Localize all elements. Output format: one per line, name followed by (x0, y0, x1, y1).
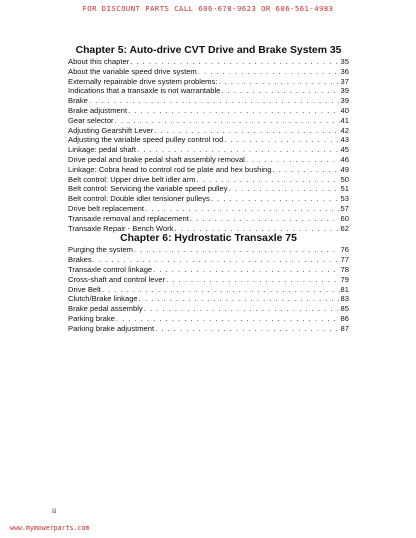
toc-entry[interactable] (68, 116, 349, 126)
dot-leader (198, 67, 340, 77)
dot-leader (102, 285, 340, 295)
toc-entry-page: 57 (340, 203, 349, 213)
page-number: ii (52, 506, 57, 515)
toc-entry[interactable] (68, 175, 349, 185)
toc-entry-title: Drive pedal and brake pedal shaft assembly removal (68, 154, 245, 164)
toc-entry-page: 43 (340, 135, 349, 145)
chapter-6-heading: Chapter 6: Hydrostatic Transaxle 75 (120, 233, 297, 245)
dot-leader (211, 194, 340, 204)
toc-entry-title: Transaxle removal and replacement (68, 213, 189, 223)
toc-entry-title: Drive belt replacement (68, 203, 144, 213)
toc-entry-page: 87 (340, 323, 349, 333)
toc-entry[interactable] (68, 184, 349, 194)
toc-entry[interactable] (68, 275, 349, 285)
toc-entry[interactable] (68, 57, 349, 67)
toc-entry-title: Adjusting Gearshift Lever (68, 125, 154, 135)
toc-entry-page: 39 (340, 86, 349, 96)
dot-leader (134, 245, 340, 255)
toc-entry-title: Transaxle control linkage (68, 264, 153, 274)
toc-entry-title: Transaxle Repair - Bench Work (68, 223, 174, 233)
toc-entry-title: Linkage: Cobra head to control rod tie plate and hex bushing (68, 164, 272, 174)
toc-entry-title: Drive Belt (68, 284, 101, 294)
toc-entry-page: 41 (340, 115, 349, 125)
toc-entry[interactable] (68, 165, 349, 175)
toc-entry-title: Linkage: pedal shaft (68, 145, 136, 155)
dot-leader (130, 57, 339, 67)
toc-entry[interactable] (68, 194, 349, 204)
toc-entry-title: Clutch/Brake linkage (68, 294, 138, 304)
dot-leader (155, 324, 339, 334)
toc-entry-page: 51 (340, 184, 349, 194)
toc-entry[interactable] (68, 324, 349, 334)
toc-entry-title: Belt control: Upper drive belt idler arm (68, 174, 196, 184)
toc-entry-page: 37 (340, 76, 349, 86)
toc-entry[interactable] (68, 67, 349, 77)
toc-entry-title: Belt control: Double idler tensioner pulleys (68, 194, 210, 204)
dot-leader (115, 116, 340, 126)
toc-entry[interactable] (68, 245, 349, 255)
discount-parts-banner: FOR DISCOUNT PARTS CALL 606-678-9623 OR 606-561-4983 (82, 4, 334, 13)
toc-entry-page: 45 (340, 145, 349, 155)
toc-entry-title: Brake (68, 96, 88, 106)
toc-entry[interactable] (68, 96, 349, 106)
toc-entry-page: 49 (340, 164, 349, 174)
toc-entry-page: 76 (340, 245, 349, 255)
dot-leader (218, 77, 339, 87)
dot-leader (153, 265, 339, 275)
toc-entry-page: 35 (340, 57, 349, 66)
toc-entry[interactable] (68, 135, 349, 145)
dot-leader (175, 224, 340, 234)
toc-entry-page: 83 (340, 294, 349, 304)
toc-entry[interactable] (68, 265, 349, 275)
toc-entry-page: 40 (340, 105, 349, 115)
toc-entry-title: Brakes (68, 255, 92, 265)
toc-entry-page: 81 (340, 284, 349, 294)
toc-entry-page: 39 (340, 96, 349, 106)
toc-entry-page: 53 (340, 194, 349, 204)
toc-entry-title: Adjusting the variable speed pulley control rod (68, 135, 224, 145)
website-footer[interactable]: www.mymowerparts.com (10, 524, 90, 532)
toc-entry-page: 36 (340, 66, 349, 76)
toc-entry[interactable] (68, 255, 349, 265)
toc-entry[interactable] (68, 106, 349, 116)
dot-leader (221, 86, 339, 96)
dot-leader (137, 145, 340, 155)
toc-entry[interactable] (68, 86, 349, 96)
dot-leader (196, 175, 339, 185)
toc-entry-page: 50 (340, 174, 349, 184)
toc-entry[interactable] (68, 155, 349, 165)
toc-entry[interactable] (68, 294, 349, 304)
dot-leader (166, 275, 339, 285)
toc-entry-title: Brake pedal assembly (68, 304, 143, 314)
dot-leader (246, 155, 340, 165)
toc-entry-page: 77 (340, 255, 349, 265)
dot-leader (145, 204, 340, 214)
toc-entry-page: 46 (340, 154, 349, 164)
toc-entry[interactable] (68, 77, 349, 87)
toc-entry-page: 42 (340, 125, 349, 135)
toc-entry[interactable] (68, 214, 349, 224)
toc-entry-page: 85 (340, 304, 349, 314)
toc-entry-page: 86 (340, 313, 349, 323)
dot-leader (190, 214, 340, 224)
dot-leader (229, 184, 340, 194)
toc-entry-title: Gear selector (68, 115, 114, 125)
dot-leader (116, 314, 340, 324)
toc-entry-page: 79 (340, 274, 349, 284)
dot-leader (224, 135, 339, 145)
toc-entry-title: Parking brake adjustment (68, 323, 155, 333)
toc-entry-title: Purging the system (68, 245, 133, 255)
dot-leader (139, 294, 340, 304)
dot-leader (93, 255, 340, 265)
chapter-5-entries (68, 57, 349, 233)
toc-entry[interactable] (68, 285, 349, 295)
toc-entry-page: 62 (340, 223, 349, 233)
chapter-6-entries (68, 245, 349, 333)
dot-leader (273, 165, 340, 175)
toc-entry[interactable] (68, 145, 349, 155)
dot-leader (128, 106, 339, 116)
toc-entry-title: Belt control: Servicing the variable speed pulley (68, 184, 228, 194)
toc-entry-page: 78 (340, 264, 349, 274)
dot-leader (89, 96, 340, 106)
toc-entry[interactable] (68, 126, 349, 136)
dot-leader (154, 126, 339, 136)
toc-entry-title: Brake adjustment (68, 105, 128, 115)
toc-entry[interactable] (68, 204, 349, 214)
table-of-contents (68, 45, 349, 334)
toc-entry-title: Parking brake (68, 313, 115, 323)
toc-entry-title: About this chapter (68, 57, 130, 66)
toc-entry-title: Externally repairable drive system problems: (68, 76, 218, 86)
toc-entry-title: About the variable speed drive system (68, 66, 197, 76)
chapter-5-heading: Chapter 5: Auto-drive CVT Drive and Brake System 35 (75, 45, 342, 56)
toc-entry-title: Indications that a transaxle is not warrantable (68, 86, 221, 96)
toc-entry[interactable] (68, 304, 349, 314)
dot-leader (144, 304, 340, 314)
toc-entry-title: Cross-shaft and control lever (68, 274, 166, 284)
toc-entry-page: 60 (340, 213, 349, 223)
toc-entry[interactable] (68, 224, 349, 234)
toc-entry[interactable] (68, 314, 349, 324)
